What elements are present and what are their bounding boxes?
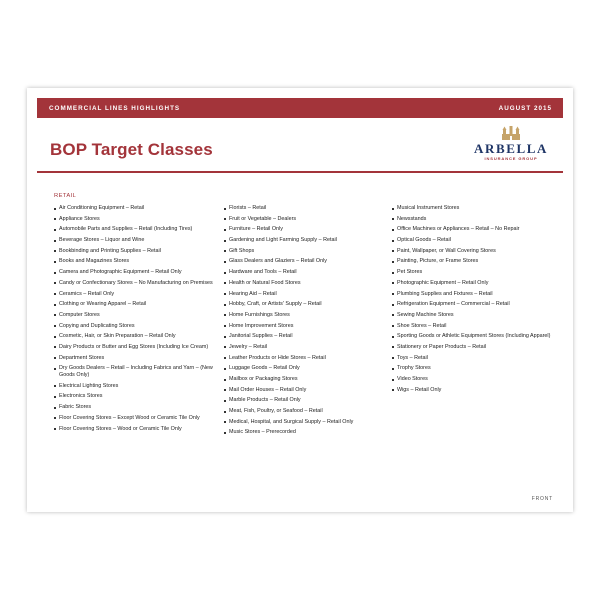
page-title: BOP Target Classes [50,140,213,159]
list-item: Home Improvement Stores [224,323,384,330]
logo-name: ARBELLA [473,141,549,156]
list-item: Marble Products – Retail Only [224,397,384,404]
list-item: Pet Stores [392,269,552,276]
list-item: Refrigeration Equipment – Commercial – Retail [392,301,552,308]
list-item: Leather Products or Hide Stores – Retail [224,355,384,362]
list-item: Automobile Parts and Supplies – Retail (Including Tires) [54,226,214,233]
header-left-label: COMMERCIAL LINES HIGHLIGHTS [49,104,181,112]
list-item: Newsstands [392,216,552,223]
list-item: Video Stores [392,376,552,383]
arbella-logo [471,126,551,166]
list-item: Department Stores [54,355,214,362]
list-item: Health or Natural Food Stores [224,280,384,287]
list-item: Paint, Wallpaper, or Wall Covering Stores [392,248,552,255]
list-item: Photographic Equipment – Retail Only [392,280,552,287]
list-item: Fruit or Vegetable – Dealers [224,216,384,223]
list-item: Painting, Picture, or Frame Stores [392,258,552,265]
column-1 [54,193,214,436]
list-item: Trophy Stores [392,365,552,372]
list-item: Home Furnishings Stores [224,312,384,319]
list-item: Meat, Fish, Poultry, or Seafood – Retail [224,408,384,415]
list-item: Sewing Machine Stores [392,312,552,319]
list-item: Fabric Stores [54,404,214,411]
list-item: Copying and Duplicating Stores [54,323,214,330]
list-item: Optical Goods – Retail [392,237,552,244]
list-item: Medical, Hospital, and Surgical Supply – Retail Only [224,419,384,426]
list-item: Plumbing Supplies and Fixtures – Retail [392,291,552,298]
list-item: Floor Covering Stores – Except Wood or Ceramic Tile Only [54,415,214,422]
list-item: Candy or Confectionary Stores – No Manufacturing on Premises [54,280,214,287]
list-item: Camera and Photographic Equipment – Retail Only [54,269,214,276]
section-label: RETAIL [54,193,77,199]
list-item: Ceramics – Retail Only [54,291,214,298]
list-item: Appliance Stores [54,216,214,223]
list-item: Gardening and Light Farming Supply – Retail [224,237,384,244]
class-list-1 [54,205,214,432]
header-date: AUGUST 2015 [498,104,552,112]
list-item: Dairy Products or Butter and Egg Stores (Including Ice Cream) [54,344,214,351]
list-item: Jewelry – Retail [224,344,384,351]
list-item: Hardware and Tools – Retail [224,269,384,276]
list-item: Books and Magazines Stores [54,258,214,265]
list-item: Wigs – Retail Only [392,387,552,394]
column-2 [224,205,384,440]
castle-icon [501,126,521,142]
class-list-2 [224,205,384,436]
list-item: Furniture – Retail Only [224,226,384,233]
list-item: Electronics Stores [54,393,214,400]
document-page [27,88,573,512]
list-item: Glass Dealers and Glaziers – Retail Only [224,258,384,265]
list-item: Bookbinding and Printing Supplies – Retail [54,248,214,255]
list-item: Air Conditioning Equipment – Retail [54,205,214,212]
list-item: Florists – Retail [224,205,384,212]
column-3 [392,205,552,397]
list-item: Shoe Stores – Retail [392,323,552,330]
list-item: Mailbox or Packaging Stores [224,376,384,383]
list-item: Floor Covering Stores – Wood or Ceramic Tile Only [54,426,214,433]
list-item: Sporting Goods or Athletic Equipment Stores (Including Apparel) [392,333,552,340]
logo-subtitle: INSURANCE GROUP [484,156,538,161]
list-item: Gift Shops [224,248,384,255]
divider-rule [37,171,563,173]
list-item: Stationery or Paper Products – Retail [392,344,552,351]
list-item: Computer Stores [54,312,214,319]
list-item: Office Machines or Appliances – Retail – No Repair [392,226,552,233]
list-item: Musical Instrument Stores [392,205,552,212]
list-item: Cosmetic, Hair, or Skin Preparation – Retail Only [54,333,214,340]
list-item: Hearing Aid – Retail [224,291,384,298]
list-item: Toys – Retail [392,355,552,362]
list-item: Mail Order Houses – Retail Only [224,387,384,394]
list-item: Luggage Goods – Retail Only [224,365,384,372]
list-item: Beverage Stores – Liquor and Wine [54,237,214,244]
list-item: Electrical Lighting Stores [54,383,214,390]
page-side-label: FRONT [531,496,553,502]
list-item: Music Stores – Prerecorded [224,429,384,436]
header-banner [37,98,563,118]
list-item: Hobby, Craft, or Artists' Supply – Retail [224,301,384,308]
list-item: Janitorial Supplies – Retail [224,333,384,340]
class-list-3 [392,205,552,393]
list-item: Dry Goods Dealers – Retail – Including Fabrics and Yarn – (New Goods Only) [54,365,214,379]
list-item: Clothing or Wearing Apparel – Retail [54,301,214,308]
